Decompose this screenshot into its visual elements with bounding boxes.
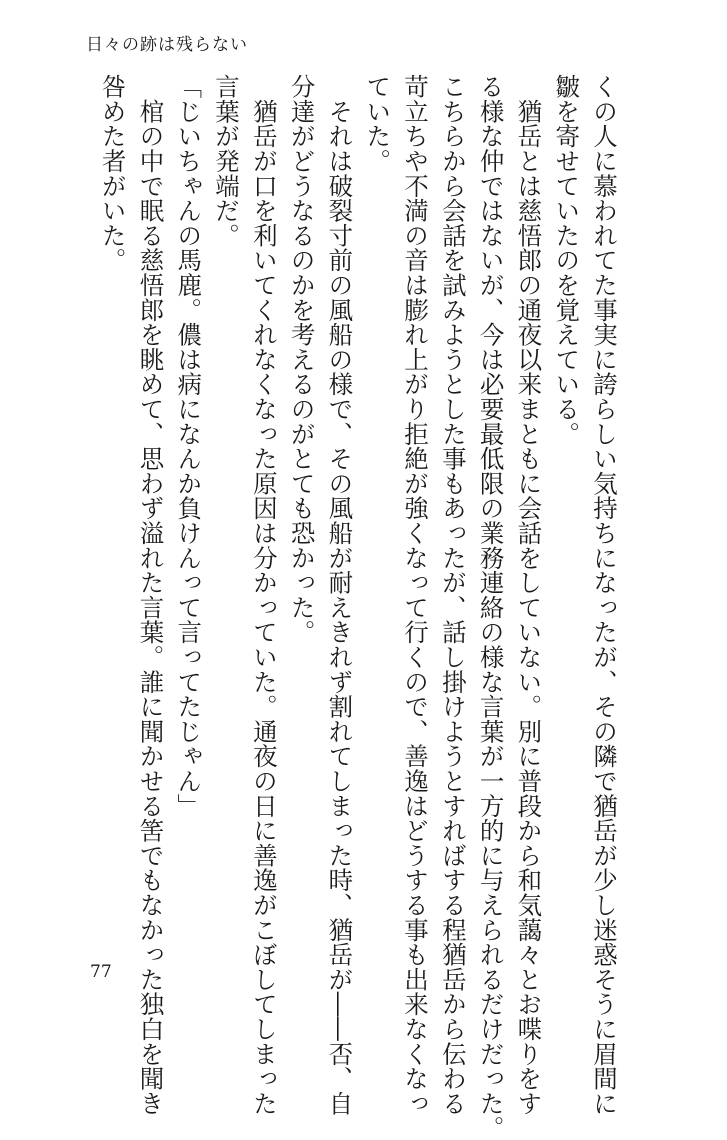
text-line: 咎めた者がいた。 bbox=[98, 74, 128, 273]
text-line: 言葉が発端だ。 bbox=[212, 74, 242, 248]
text-line: ていた。 bbox=[363, 74, 393, 174]
text-line: 分達がどうなるのかを考えるのがとても恐かった。 bbox=[287, 74, 317, 645]
text-line: それは破裂寸前の風船の様で、その風船が耐えきれず割れてしまった時、猶岳が――否、自 bbox=[325, 74, 355, 1116]
text-line: 苛立ちや不満の音は膨れ上がり拒絶が強くなって行くので、善逸はどうする事も出来なくなっ bbox=[401, 74, 431, 1116]
text-line: 「じいちゃんの馬鹿。儂は病になんか負けんって言ってたじゃん」 bbox=[174, 74, 204, 818]
text-line: 棺の中で眠る慈悟郎を眺めて、思わず溢れた言葉。誰に聞かせる筈でもなかった独白を聞き bbox=[136, 74, 166, 1116]
text-line: 猶岳とは慈悟郎の通夜以来まともに会話をしていない。別に普段から和気藹々とお喋りをす bbox=[514, 74, 544, 1116]
text-line: る様な仲ではないが、今は必要最低限の業務連絡の様な言葉が一方的に与えられるだけだった。 bbox=[476, 74, 506, 1140]
text-line: 猶岳が口を利いてくれなくなった原因は分かっていた。通夜の日に善逸がこぼしてしまった bbox=[249, 74, 279, 1116]
text-line: くの人に慕われてた事実に誇らしい気持ちになったが、その隣で猶岳が少し迷惑そうに眉間に bbox=[590, 74, 619, 1116]
text-line: 皺を寄せていたのを覚えている。 bbox=[552, 74, 582, 446]
page-number: 77 bbox=[90, 962, 112, 982]
running-title: 日々の跡は残らない bbox=[86, 35, 248, 55]
text-line: こちらから会話を試みようとした事もあったが、話し掛けようとすればする程猶岳から伝わる bbox=[438, 74, 468, 1116]
